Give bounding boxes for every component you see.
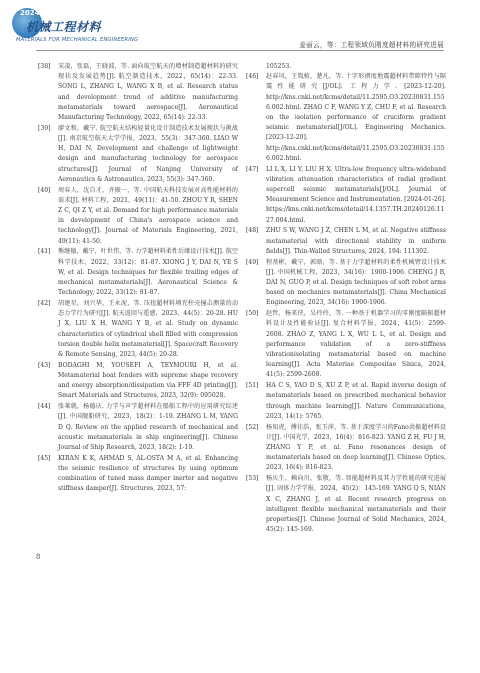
reference-number: [49]	[246, 258, 259, 266]
reference-continuation: 105253.	[266, 63, 292, 70]
reference-entry	[38, 247, 238, 298]
reference-number: [45]	[38, 454, 51, 462]
reference-text: 程基彬，戴宁，郭晗，等. 基于力学超材料的柔性机械臂设计技术[J]. 中国机械工程，2023，34(16)：1900-1906. CHENG J B, DAI N, GUO P, et al. Design techniques of soft robot arms based on mechanics metamaterials[J]. China Mechanical Engineering, 2023, 34(16): 1900-1906.	[266, 258, 446, 307]
reference-entry	[38, 402, 238, 453]
reference-text: 杨庆生，赖向川，张敬，等. 智能超材料及其力学性能的研究进展[J]. 固体力学学报，2024，45(2)：145-169. YANG Q S, NIAN X C, ZHANG J, et al. Recent research progress on intelligent flexible mechanical metamaterials and their properties[J]. Chinese Journal of Solid Mechanics, 2024, 45(2): 145-169.	[266, 475, 446, 534]
reference-text: LI L X, LI Y, LIU H X. Ultra-low frequency ultra-wideband vibration attenuation characteristics of radial gradient supercell seismic metamaterials[J/OL]. Journal of Measurement Science and Instrumentation. [2024-01-26]. https://kns.cnki.net/kcms/detail/14.1357.TH.20240126.1127.004.html.	[266, 165, 446, 224]
reference-number: [51]	[246, 382, 259, 390]
reference-entry	[246, 72, 446, 164]
reference-number: [39]	[38, 124, 51, 132]
journal-title: 机械工程材料	[26, 20, 102, 34]
reference-text: 赵春风，王胤植，楚凡，等. 十字形褶度地震超材料带隙特性与隔震性能研究[J/OL]. 工程力学. [2023-12-20]. http://kns.cnki.net/kcms/detail/11.2595.O3.20230831.1556.002.html. ZHAO C F, WANG Y Z, CHU F, et al. Research on the isolation performance of cruciform gradient seismic metamaterial[J/OL]. Engineering Mechanics. [2023-12-20]. http://kns.cnki.net/kcms/detail/11.2595.O3.20230831.1556.002.html.	[266, 73, 446, 162]
reference-number: [46]	[246, 73, 259, 81]
reference-number: [52]	[246, 423, 259, 431]
reference-text: 胡建星，刘兴华，王永泥，等. 压扭超材料填充柱壳撞击测量的动态力学行为研究[J]. 航天返回与遥感，2023，44(5)：20-28. HU J X, LIU X H, WANG Y B, et al. Study on dynamic characteristics of cylindrical shell filled with compression torsion double helix metamaterial[J]. Spacecraft Recovery & Remote Sensing, 2023, 44(5): 20-28.	[58, 300, 238, 359]
reference-number: [47]	[246, 165, 259, 173]
reference-text: 周春人，沈自才，齐振一，等. 中国航天科技发展对高性能材料的需求[J]. 材料工程，2021，49(11)：41-50. ZHOU Y R, SHEN Z C, QI Z Y, et al. Demand for high performance materials in development of China's aerospace science and technology[J]. Journal of Materials Engineering, 2021, 49(11): 41-50.	[58, 186, 238, 245]
right-column	[246, 62, 446, 536]
reference-entry	[246, 258, 446, 309]
reference-entry	[246, 474, 446, 535]
reference-entry	[246, 423, 446, 474]
reference-text: 宋凌，张磊，王晓波，等. 面向航空航天的增材制造超材料的研究现状及发展趋势[J]. 航空制造技术，2022，65(14)：22-33. SONG L, ZHANG L, WANG X B, et al. Research status and development trend of additive manufacturing metamaterials toward aerospace[J]. Aeronautical Manufacturing Technology, 2022, 65(14): 22-33.	[58, 63, 238, 122]
reference-number: [38]	[38, 63, 51, 70]
reference-entry	[246, 165, 446, 226]
reference-text: 张莱就，杨德庆. 力学与声学超材料在船舶工程中的应用研究综述[J]. 中国舰船研究，2023，18(2)：1-19. ZHANG L M, YANG D Q. Review on the applied research of mechanical and acoustic metamaterials in ship engineering[J]. Chinese Journal of Ship Research, 2023, 18(2): 1-19.	[58, 403, 238, 452]
header-divider	[36, 50, 444, 51]
logo-year: 2024	[20, 9, 40, 17]
reference-entry	[246, 381, 446, 422]
reference-number: [44]	[38, 403, 51, 411]
running-head: 姜丽云，等：工程领域负刚度超材料的研究进展	[299, 41, 444, 49]
reference-number: [48]	[246, 227, 259, 235]
reference-entry	[38, 62, 238, 123]
reference-entry	[246, 226, 446, 257]
reference-text: KIRAN K K, AHMAD S, AL-OSTA M A, et al. Enhancing the seismic resilience of structures by using optimum combination of tuned mass damper inerter and negative stiffness damper[J]. Structures, 2023, 57:	[58, 454, 238, 493]
reference-number: [53]	[246, 475, 259, 483]
journal-subtitle: MATERIALS FOR MECHANICAL ENGINEERING	[16, 37, 139, 43]
reference-entry	[38, 454, 238, 495]
reference-entry	[38, 124, 238, 185]
reference-text: 赵哲，杨来侠，吴玲玲，等. 一种基于机器学习的零刚度隔振超材料设计及性能验证[J]. 复合材料学报，2024，41(5)：2599-2608. ZHAO Z, YANG L X, WU L L, et al. Design and performance validation of a zero-stiffness vibrationisolating metamaterial based on machine learning[J]. Acta Materiae Compositae Sinica, 2024, 41(5): 2599-2608.	[266, 310, 446, 379]
reference-entry	[246, 309, 446, 380]
reference-text: 熊继德，戴宁，叶世伟，等. 力学超材料柔性后缘设计技术[J]. 航空科学技术，2022，33(12)：81-87. XIONG J Y, DAI N, YE S W, et al. Design techniques for flexible trailing edges of mechanical metamaterials[J]. Aeronautical Science & Technology, 2022, 33(12): 81-87.	[58, 248, 238, 297]
reference-text: 杨知虎，傅佳浩，张玉萍，等. 基于深度学习的Fano共振超材料设计[J]. 中国光学，2023，16(4)：816-823. YANG Z H, FU J H, ZHANG Y P, et al. Fano resonances design of metamaterials based on deep learning[J]. Chinese Optics, 2023, 16(4): 816-823.	[266, 423, 446, 472]
reference-number: [43]	[38, 361, 51, 369]
reference-number: [41]	[38, 248, 51, 256]
reference-entry	[38, 361, 238, 402]
reference-text: 廖文和，戴宁. 航空航天结构轻量化设计制造技术发展现状与挑战[J]. 南京航空航天大学学报，2023，55(3)：347-360. LIAO W H, DAI N. Development and challenge of lightweight design and manufacturing technology for aerospace structures[J]. Journal of Nanjing University of Aeronautics & Astronautics, 2023, 55(3): 347-360.	[58, 124, 238, 183]
reference-entry	[38, 299, 238, 360]
reference-text: HA C S, YAO D S, XU Z P, et al. Rapid inverse design of metamaterials based on prescribed mechanical behavior through machine learning[J]. Nature Communications, 2023, 14(1): 5765.	[266, 382, 446, 420]
reference-number: [42]	[38, 300, 51, 308]
reference-text: BODAGHI M, YOUSEFI A, TEYMOURI H, et al. Metamaterial boat fenders with supreme shape recovery and energy absorption/dissipation via FFF 4D printing[J]. Smart Materials and Structures, 2023, 32(9): 095028.	[58, 361, 238, 400]
left-column	[38, 62, 238, 495]
journal-logo	[12, 8, 162, 52]
reference-text: ZHU S W, WANG J Z, CHEN L M, et al. Negative stiffness metamaterial with directional stability in uniform fields[J]. Thin-Walled Structures, 2024, 194: 111302.	[266, 227, 446, 255]
page-number: 8	[36, 553, 41, 561]
reference-entry	[38, 186, 238, 247]
reference-number: [50]	[246, 310, 259, 318]
reference-number: [40]	[38, 186, 51, 194]
